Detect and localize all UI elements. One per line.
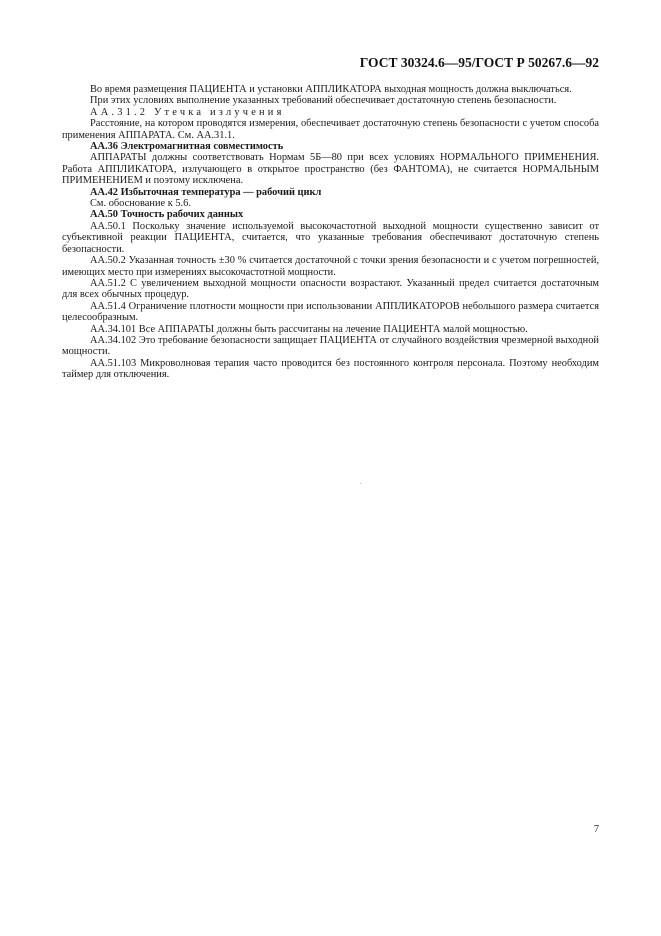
paragraph: АППАРАТЫ должны соответствовать Нормам 5Б—80 при всех условиях НОРМАЛЬНОГО ПРИМЕНЕНИЯ. Работа АППЛИКАТОРА, излучающего в открытое пространство (без ФАНТОМА), не считается НОРМАЛЬНЫМ ПРИМЕНЕНИЕМ и поэтому исключена.: [62, 152, 599, 187]
paragraph: Во время размещения ПАЦИЕНТА и установки АППЛИКАТОРА выходная мощность должна выключаться.: [90, 84, 572, 95]
section-heading: АА.42 Избыточная температура — рабочий цикл: [90, 186, 322, 198]
paragraph: АА.51.2 С увеличением выходной мощности опасности возрастают. Указанный предел считается достаточным для всех обычных процедур.: [62, 277, 599, 301]
paragraph: АА.50.2 Указанная точность ±30 % считается достаточной с точки зрения безопасности и с учетом погрешностей, имеющих место при измерениях высокочастотной мощности.: [62, 255, 599, 278]
paragraph: Расстояние, на котором проводятся измерения, обеспечивает достаточную степень безопасности с учетом способа применения АППАРАТА. См. АА.31.1.: [62, 118, 599, 141]
paragraph: При этих условиях выполнение указанных требований обеспечивает достаточную степень безопасности.: [90, 95, 557, 107]
paragraph: АА.51.103 Микроволновая терапия часто проводится без постоянного контроля персонала. Поэтому необходим таймер для отключения.: [62, 357, 599, 381]
paragraph: АА.34.101 Все АППАРАТЫ должны быть рассчитаны на лечение ПАЦИЕНТА малой мощностью.: [90, 323, 528, 335]
page-number: 7: [594, 824, 599, 835]
paragraph: См. обоснование к 5.6.: [90, 198, 191, 210]
paragraph: АА.50.1 Поскольку значение используемой высокочастотной выходной мощности существенно зависит от субъективной реакции ПАЦИЕНТА, считается, что указанные требования обеспечивают достаточную степень безопасности.: [62, 220, 599, 255]
section-heading: АА.36 Электромагнитная совместимость: [90, 141, 284, 153]
paragraph: АА.34.102 Это требование безопасности защищает ПАЦИЕНТА от случайного воздействия чрезмерной выходной мощности.: [62, 334, 599, 358]
subsection-heading: АА.31.2 Утечка излучения: [90, 106, 285, 118]
paragraph: АА.51.4 Ограничение плотности мощности при использовании АППЛИКАТОРОВ небольшого размера считается целесообразным.: [62, 300, 599, 324]
scan-speck: [360, 483, 361, 484]
section-heading: АА.50 Точность рабочих данных: [90, 209, 244, 221]
document-body: [62, 84, 599, 381]
standard-header: ГОСТ 30324.6—95/ГОСТ Р 50267.6—92: [359, 55, 599, 70]
